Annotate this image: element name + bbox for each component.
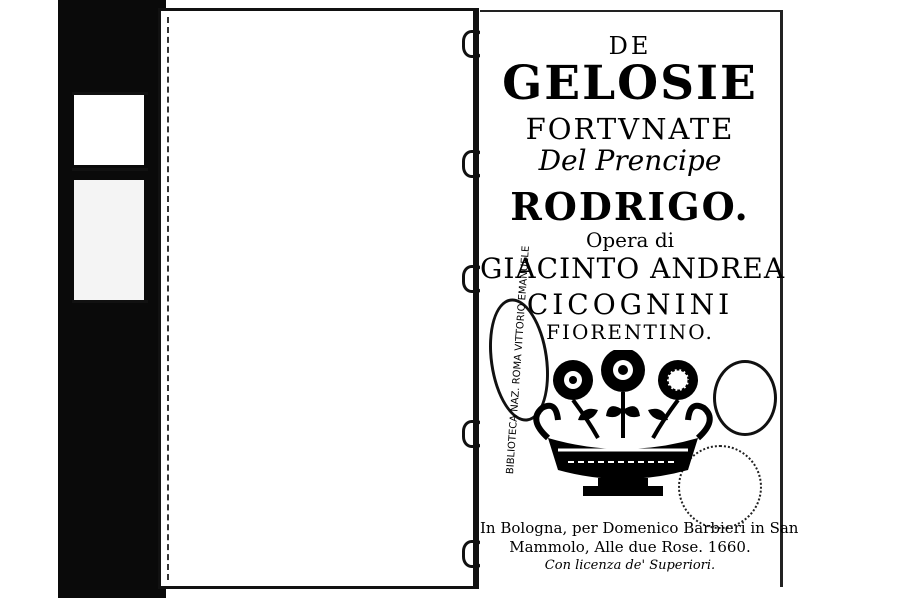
licenza-line: Con licenza de' Superiori. bbox=[544, 558, 716, 573]
binding-gutter bbox=[460, 0, 480, 598]
imprint-line: In Bologna, per Domenico Barbieri in San bbox=[480, 519, 799, 537]
round-seal-stamp bbox=[713, 360, 777, 436]
library-stamp-text: BIBLIOTECA NAZ. ROMA VITTORIO EMANUELE bbox=[505, 245, 532, 475]
spine-label-band bbox=[74, 180, 144, 300]
title-line-opera: Opera di bbox=[585, 228, 675, 252]
author-line-giacinto: GIACINTO ANDREA bbox=[480, 252, 786, 285]
endpaper-edge bbox=[167, 17, 467, 580]
spine-rule bbox=[72, 300, 148, 303]
title-line-prencipe: Del Prencipe bbox=[538, 144, 722, 177]
imprint-line: Mammolo, Alle due Rose. 1660. bbox=[509, 538, 751, 556]
author-line-fiorentino: FIORENTINO. bbox=[546, 320, 714, 344]
spine-label-band bbox=[74, 95, 144, 165]
flower-basket-woodcut-icon bbox=[528, 350, 718, 500]
author-line-cicognini: CICOGNINI bbox=[526, 288, 734, 321]
spine-rule bbox=[72, 168, 148, 171]
spine-rule bbox=[72, 92, 148, 95]
title-line-gelosie: GELOSIE bbox=[502, 56, 758, 111]
title-line-rodrigo: RODRIGO. bbox=[510, 184, 750, 229]
blank-endpaper bbox=[158, 8, 479, 589]
title-line-fortunate: FORTVNATE bbox=[525, 112, 735, 146]
title-line-de: DE bbox=[608, 32, 652, 60]
